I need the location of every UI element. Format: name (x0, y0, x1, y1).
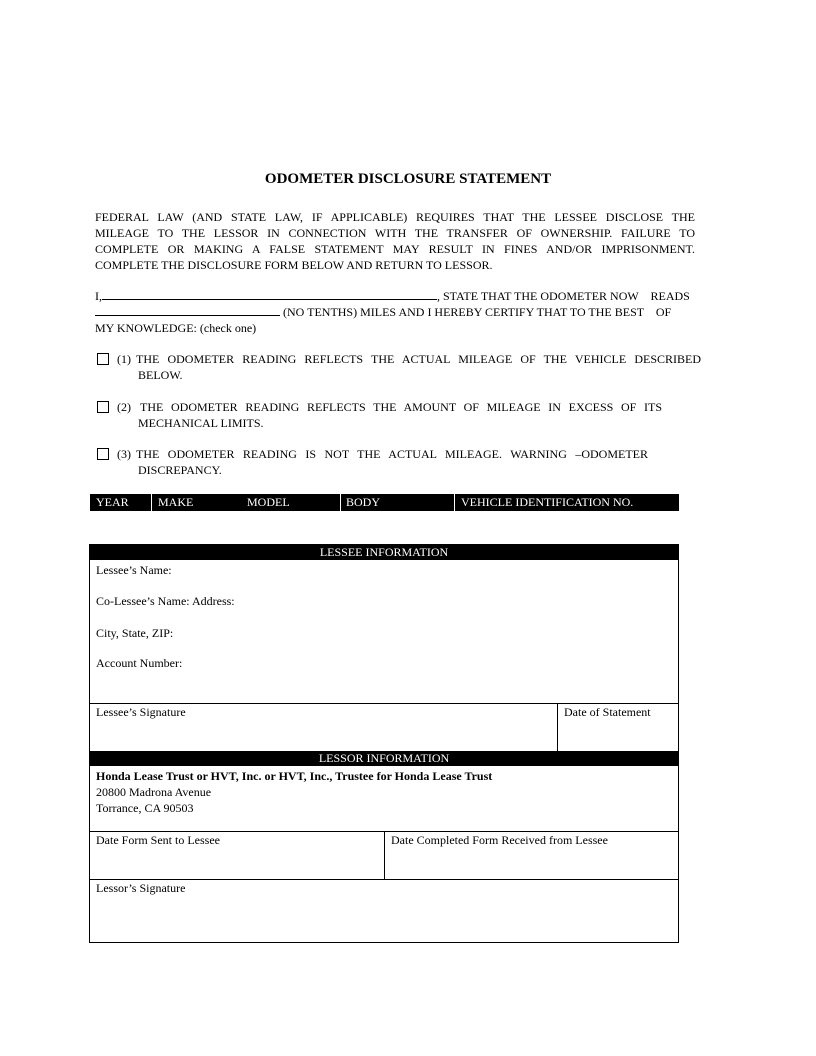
cert-miles-text: (NO TENTHS) MILES AND I HEREBY CERTIFY THAT TO THE BEST OF (283, 305, 672, 319)
divider (90, 879, 678, 880)
odometer-option-2 (97, 399, 707, 431)
option-text: THE ODOMETER READING IS NOT THE ACTUAL MILEAGE. WARNING –ODOMETER (136, 447, 648, 461)
vehicle-info-bar (90, 494, 679, 511)
intro-line: COMPLETE THE DISCLOSURE FORM BELOW AND RETURN TO LESSOR. (95, 258, 493, 272)
lessor-signature-label: Lessor’s Signature (96, 881, 186, 895)
miles-blank[interactable] (95, 304, 280, 316)
option-1-checkbox[interactable] (97, 353, 109, 365)
lessor-info-header: LESSOR INFORMATION (90, 751, 678, 766)
intro-paragraph (95, 209, 695, 273)
date-of-statement-label: Date of Statement (564, 705, 651, 719)
intro-line: FEDERAL LAW (AND STATE LAW, IF APPLICABLE) REQUIRES THAT THE LESSEE DISCLOSE THE (95, 210, 695, 224)
date-sent-label: Date Form Sent to Lessee (96, 833, 220, 847)
option-text-cont: DISCREPANCY. (138, 463, 222, 477)
date-received-label: Date Completed Form Received from Lessee (391, 833, 608, 847)
cert-state-text: , STATE THAT THE ODOMETER NOW READS (437, 289, 690, 303)
option-text-cont: MECHANICAL LIMITS. (138, 416, 264, 430)
lessor-company: Honda Lease Trust or HVT, Inc. or HVT, Inc., Trustee for Honda Lease Trust (96, 769, 493, 783)
option-number: (3) (117, 447, 131, 461)
option-number: (1) (117, 352, 131, 366)
lessee-name-label: Lessee’s Name: (96, 563, 172, 577)
account-number-label: Account Number: (96, 656, 183, 670)
option-text: THE ODOMETER READING REFLECTS THE AMOUNT OF MILEAGE IN EXCESS OF ITS (140, 400, 662, 414)
vehicle-col-model: MODEL (247, 495, 290, 509)
cert-knowledge-text: MY KNOWLEDGE: (check one) (95, 321, 257, 335)
lessee-info-header: LESSEE INFORMATION (90, 545, 678, 560)
lessee-signature-label: Lessee’s Signature (96, 705, 186, 719)
lessor-address-line2: Torrance, CA 90503 (96, 801, 194, 815)
lessee-lessor-table (89, 544, 679, 943)
option-number: (2) (117, 400, 131, 414)
form-title: ODOMETER DISCLOSURE STATEMENT (264, 171, 552, 187)
option-3-checkbox[interactable] (97, 448, 109, 460)
intro-line: MILEAGE TO THE LESSOR IN CONNECTION WITH THE TRANSFER OF OWNERSHIP. FAILURE TO (95, 226, 695, 240)
name-blank[interactable] (102, 288, 437, 300)
intro-line: COMPLETE OR MAKING A FALSE STATEMENT MAY RESULT IN FINES AND/OR IMPRISONMENT. (95, 242, 695, 256)
lessor-address-line1: 20800 Madrona Avenue (96, 785, 212, 799)
vehicle-col-make: MAKE (158, 495, 194, 509)
option-2-checkbox[interactable] (97, 401, 109, 413)
odometer-option-3 (97, 446, 707, 478)
vehicle-col-body: BODY (346, 495, 381, 509)
certification-statement (95, 288, 705, 336)
vehicle-col-year: YEAR (96, 495, 129, 509)
divider (90, 703, 678, 704)
cert-prefix: I, (95, 289, 102, 303)
vehicle-col-vin: VEHICLE IDENTIFICATION NO. (461, 495, 634, 509)
divider (384, 831, 385, 879)
option-text-cont: BELOW. (138, 368, 183, 382)
divider (557, 703, 558, 751)
option-text: THE ODOMETER READING REFLECTS THE ACTUAL MILEAGE OF THE VEHICLE DESCRIBED (136, 352, 701, 366)
city-state-zip-label: City, State, ZIP: (96, 626, 174, 640)
co-lessee-label: Co-Lessee’s Name: Address: (96, 594, 235, 608)
odometer-option-1 (97, 351, 707, 383)
